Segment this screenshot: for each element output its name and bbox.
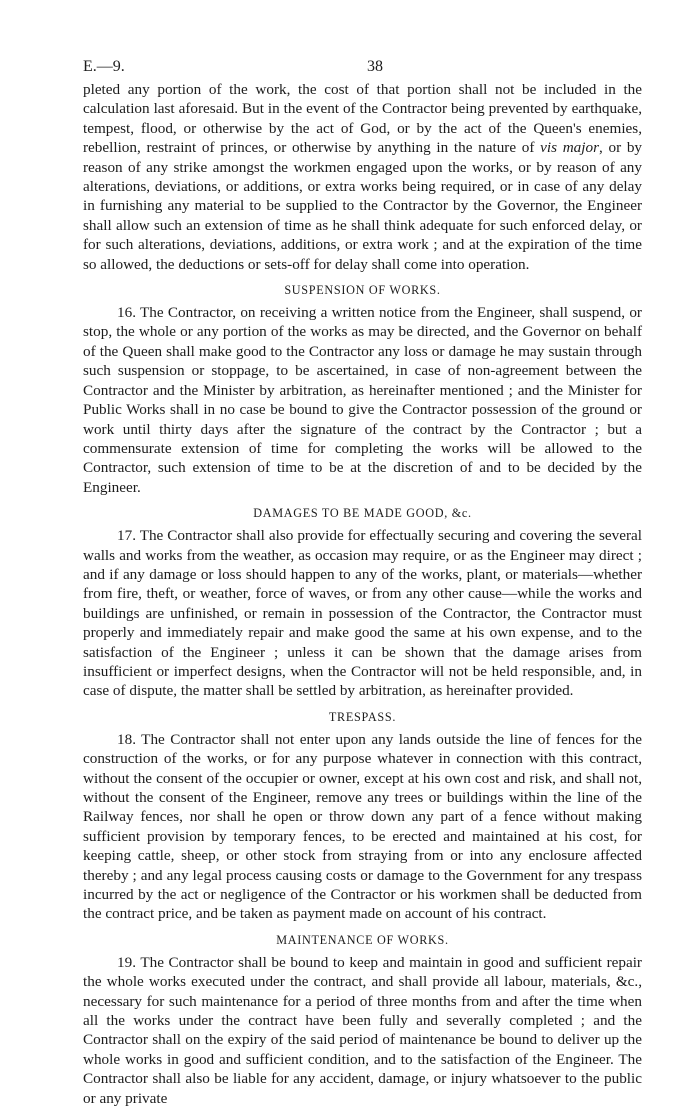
- clause-17: 17. The Contractor shall also provide for effectually securing and covering the several walls and works from the weather, as occasion may require, or as the Engineer may direct ; and if any damage or loss should happen to any of the works, plant, or materials—whether from fire, theft, or weather, force of waves, or from any other cause—while the works and buildings are unfinished, or remain in possession of the Contractor, the Contractor must properly and immediately repair and make good the same at his own expense, and to the satisfaction of the Engineer ; unless it can be shown that the damage arises from insufficient or imperfect designs, when the Contractor will not be held responsible, and, in case of dispute, the matter shall be settled by arbitration, as hereinafter provided.: [83, 527, 642, 700]
- document-reference: E.—9.: [83, 58, 125, 75]
- section-heading-suspension: SUSPENSION OF WORKS.: [284, 283, 441, 298]
- continued-paragraph: [83, 80, 642, 274]
- section-heading-trespass: TRESPASS.: [328, 709, 397, 724]
- section-heading-damages: DAMAGES TO BE MADE GOOD, &c.: [253, 506, 472, 521]
- paragraph-text: pleted any portion of the work, the cost of that portion shall not be included in the calculation last aforesaid. But in the event of the Contractor being prevented by earthquake, tempest, flood, or otherwise by the act of God, or by the act of the Queen's enemies, rebellion, restraint of princes, or otherwise by anything in the nature of: [83, 81, 642, 157]
- italic-term: vis major: [540, 139, 599, 157]
- paragraph-text: , or by reason of any strike amongst the workmen engaged upon the works, or by reason of any alterations, deviations, or additions, or extra works being required, or in case of any delay in furnishing any material to be supplied to the Contractor by the Governor, the Engineer shall allow such an extension of time as he shall think adequate for such enforced delay, or for such alterations, deviations, additions, or extra work ; and at the expiration of the time so allowed, the deductions or sets-off for delay shall come into operation.: [83, 139, 643, 273]
- clause-18: 18. The Contractor shall not enter upon any lands outside the line of fences for the construction of the works, or for any purpose whatever in connection with this contract, without the consent of the occupier or owner, except at his own cost and risk, and shall not, without the consent of the Engineer, remove any trees or buildings within the line of the Railway fences, nor shall he open or throw down any part of a fence without making sufficient provision by temporary fences, to be erected and maintained at his cost, for keeping cattle, sheep, or other stock from straying from or into any enclosure affected thereby ; and any legal process causing costs or damage to the Government for any trespass incurred by the act or negligence of the Contractor or his workmen shall be deducted from the contract price, and be taken as payment made on account of his contract.: [83, 730, 642, 923]
- clause-16: 16. The Contractor, on receiving a written notice from the Engineer, shall suspend, or stop, the whole or any portion of the works as may be directed, and the Governor on behalf of the Queen shall make good to the Contractor any loss or damage he may sustain through such suspension or stoppage, to be ascertained, in case of non-agreement between the Contractor and the Minister by arbitration, as hereinafter mentioned ; and the Minister for Public Works shall in no case be bound to give the Contractor possession of the ground or work until thirty days after the signature of the contract by the Contractor ; but a commensurate extension of time for completing the works will be allowed to the Contractor, such extension of time to be at the discretion of and to be decided by the Engineer.: [83, 304, 642, 496]
- page-header: [83, 52, 642, 80]
- clause-19: 19. The Contractor shall be bound to keep and maintain in good and sufficient repair the whole works executed under the contract, and shall provide all labour, materials, &c., necessary for such maintenance for a period of three months from and after the time when all the works under the contract have been fully and severally completed ; and the Contractor shall on the expiry of the said period of maintenance be bound to deliver up the whole works in good and sufficient condition, and to the satisfaction of the Engineer. The Contractor shall also be liable for any accident, damage, or injury whatsoever to the public or any private: [83, 953, 642, 1107]
- page-number: 38: [367, 58, 383, 75]
- section-heading-maintenance: MAINTENANCE OF WORKS.: [276, 932, 449, 947]
